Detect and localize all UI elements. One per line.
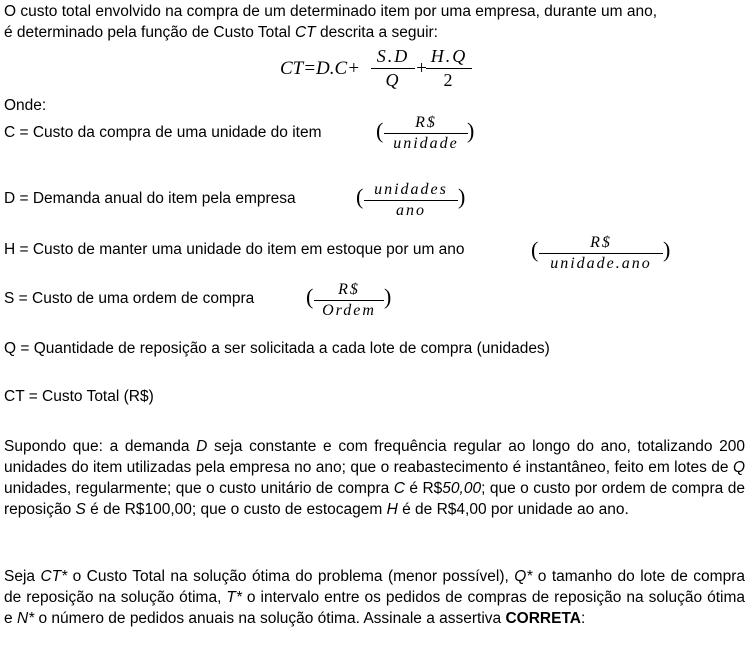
p1-var-q: Q: [732, 459, 745, 476]
p1-var-c: C: [393, 480, 405, 497]
p1-text-1: Supondo que: a demanda: [4, 438, 197, 455]
unit-s-denominator: Ordem: [322, 302, 376, 319]
p2-text-2: o Custo Total na solução ótima do problema (menor possível),: [67, 568, 515, 585]
p2-var-q-star: Q*: [514, 568, 533, 585]
unit-fraction-h: [539, 234, 663, 273]
unit-d-numerator: unidades: [374, 181, 448, 198]
fraction-1-bar: [371, 68, 415, 69]
unit-d-denominator: ano: [396, 202, 426, 219]
p2-var-t-star: T*: [226, 589, 242, 606]
unit-c-bar: [384, 133, 468, 134]
p1-var-h: H: [386, 501, 398, 518]
formula-plus: +: [415, 58, 428, 79]
p2-text-4: o intervalo entre os pedidos de compras de reposição na solução ótima e: [4, 589, 745, 627]
p1-text-6: é de R$100,00; que o custo de estocagem: [85, 501, 387, 518]
unit-s-bar: [314, 300, 384, 301]
fraction-2-bar: [426, 68, 472, 69]
formula-fraction-2: [426, 46, 472, 91]
fraction-2-denominator: 2: [443, 70, 455, 90]
intro-text-a: é determinado pela função de Custo Total: [4, 24, 295, 41]
unit-h-denominator: unidade.ano: [550, 255, 652, 272]
formula-lhs: CT=D.C+: [280, 58, 361, 79]
paragraph-question: [4, 566, 745, 629]
p1-var-d: D: [196, 438, 208, 455]
paragraph-assumptions: [4, 436, 745, 520]
unit-fraction-c: [384, 114, 468, 153]
unit-s-numerator: R$: [338, 281, 360, 298]
definition-h: H = Custo de manter uma unidade do item em estoque por um ano: [4, 241, 465, 258]
p2-text-6: :: [580, 610, 586, 627]
p2-bold-correta: CORRETA: [505, 610, 581, 627]
fraction-2-numerator: H.Q: [430, 46, 468, 66]
p2-var-n-star: N*: [16, 610, 35, 627]
p1-text-4: é R$: [404, 480, 443, 497]
fraction-1-numerator: S.D: [376, 46, 410, 66]
definition-s: S = Custo de uma ordem de compra: [4, 290, 255, 307]
p1-text-7: é de R$4,00 por unidade ao ano.: [397, 501, 629, 518]
paren-close-h: ): [663, 237, 671, 262]
p1-text-2: seja constante e com frequência regular ao longo do ano, totalizando 200 unidades do item utilizadas pela empresa no ano; que o reabastecimento é instantâneo, feito em lotes de: [4, 438, 745, 476]
p1-text-3: unidades, regularmente; que o custo unitário de compra: [4, 480, 394, 497]
unit-h-bar: [539, 253, 663, 254]
onde-label: Onde:: [4, 97, 47, 114]
p1-value-c: 50,00: [442, 480, 482, 497]
paren-open-h: (: [531, 237, 539, 262]
intro-var-ct: CT: [294, 24, 316, 41]
unit-c-denominator: unidade: [393, 135, 459, 152]
unit-fraction-d: [364, 181, 458, 220]
paren-close-s: ): [384, 284, 392, 309]
intro-line-1: O custo total envolvido na compra de um determinado item por uma empresa, durante um ano,: [4, 3, 658, 20]
formula-fraction-1: [371, 46, 415, 91]
p1-var-s: S: [75, 501, 86, 518]
p2-var-ct-star: CT*: [40, 568, 68, 585]
intro-text-b: descrita a seguir:: [315, 24, 438, 41]
p2-text-3: o tamanho do lote de compra de reposição na solução ótima,: [4, 568, 745, 606]
definition-d: D = Demanda anual do item pela empresa: [4, 190, 296, 207]
fraction-1-denominator: Q: [385, 70, 401, 90]
unit-c-numerator: R$: [415, 114, 437, 131]
p2-text-1: Seja: [4, 568, 41, 585]
paren-close-d: ): [458, 184, 466, 209]
p1-text-5: ; que o custo por ordem de compra de reposição: [4, 480, 745, 518]
definition-q: Q = Quantidade de reposição a ser solicitada a cada lote de compra (unidades): [4, 340, 550, 357]
unit-d-bar: [364, 200, 458, 201]
p2-text-5: o número de pedidos anuais na solução ótima. Assinale a assertiva: [34, 610, 506, 627]
definition-c: C = Custo da compra de uma unidade do item: [4, 124, 322, 141]
unit-fraction-s: [314, 281, 384, 320]
paren-open-s: (: [306, 284, 314, 309]
paren-close-c: ): [467, 118, 475, 143]
unit-h-numerator: R$: [590, 234, 612, 251]
paren-open-d: (: [356, 184, 364, 209]
definition-ct: CT = Custo Total (R$): [4, 388, 154, 405]
paren-open-c: (: [376, 118, 384, 143]
intro-line-2: [4, 24, 438, 42]
